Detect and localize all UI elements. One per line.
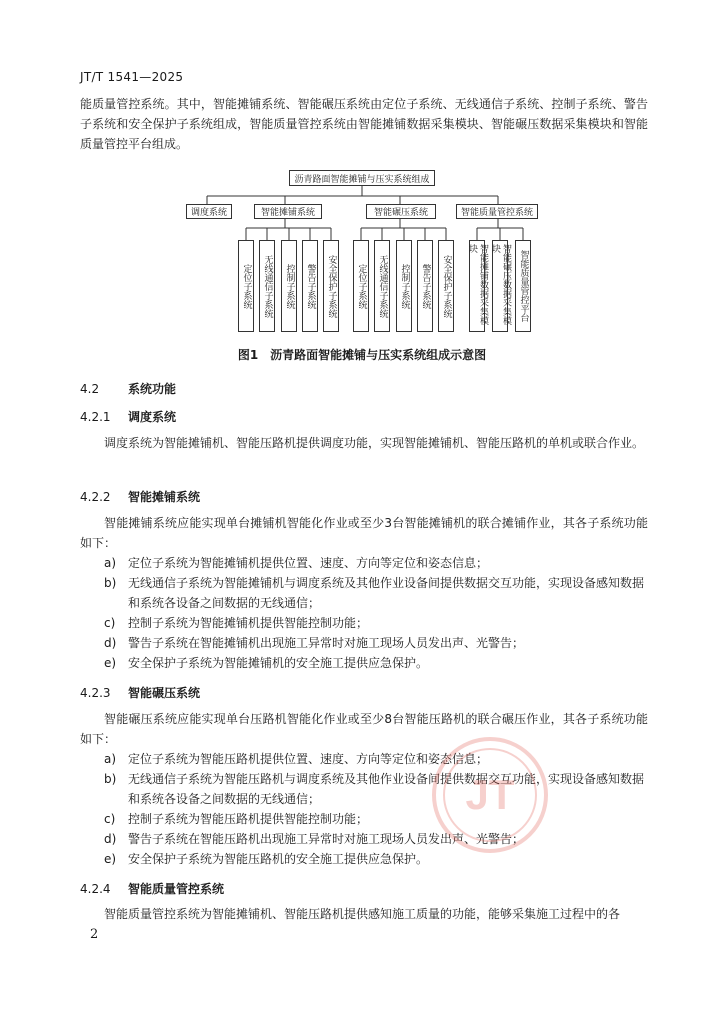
diagram-paving-child: 安全保护子系统 — [323, 240, 339, 332]
list-item — [104, 633, 648, 653]
list-item-text: 定位子系统为智能压路机提供位置、速度、方向等定位和姿态信息； — [128, 752, 489, 766]
section-number: 4.2.2 — [80, 490, 111, 504]
diagram-paving-child: 警告子系统 — [302, 240, 318, 332]
jt-watermark-seal — [430, 735, 550, 855]
section-title: 调度系统 — [128, 410, 177, 424]
list-item-text: 安全保护子系统为智能压路机的安全施工提供应急保护。 — [128, 852, 429, 866]
section-title: 智能碾压系统 — [128, 686, 201, 700]
list-item-text: 控制子系统为智能压路机提供智能控制功能； — [128, 812, 369, 826]
diagram-compaction-child: 定位子系统 — [353, 240, 369, 332]
page-number: 2 — [90, 927, 99, 942]
diagram-group-compaction: 智能碾压系统 — [366, 204, 436, 219]
section-number: 4.2.4 — [80, 882, 111, 896]
section-number: 4.2.1 — [80, 410, 111, 424]
diagram-quality-child: 智能摊铺数据采集模块 — [469, 240, 485, 332]
list-item — [104, 613, 648, 633]
diagram-compaction-child: 警告子系统 — [417, 240, 433, 332]
diagram-paving-child: 控制子系统 — [281, 240, 297, 332]
list-item — [104, 553, 648, 573]
section-body-4-2-3: 智能碾压系统应能实现单台压路机智能化作业或至少8台智能压路机的联合碾压作业，其各子系统功能如下： — [80, 712, 648, 746]
diagram-quality-child: 智能碾压数据采集模块 — [492, 240, 508, 332]
diagram-quality-child: 智能质量管控平台 — [515, 240, 531, 332]
diagram-group-paving: 智能摊铺系统 — [254, 204, 322, 219]
section-number: 4.2 — [80, 382, 100, 396]
diagram-root-box: 沥青路面智能摊铺与压实系统组成 — [289, 170, 435, 186]
section-heading-4-2-1 — [80, 408, 176, 425]
list-item — [104, 769, 648, 809]
figure-number: 图1 — [237, 348, 259, 362]
section-heading-4-2-3 — [80, 684, 200, 701]
list-item-label: a) — [104, 752, 117, 766]
list-item — [104, 573, 648, 613]
list-item-text: 安全保护子系统为智能摊铺机的安全施工提供应急保护。 — [128, 656, 429, 670]
diagram-compaction-child: 无线通信子系统 — [374, 240, 390, 332]
list-item-text: 警告子系统在智能压路机出现施工异常时对施工现场人员发出声、光警告； — [128, 832, 525, 846]
intro-paragraph: 能质量管控系统。其中，智能摊铺系统、智能碾压系统由定位子系统、无线通信子系统、控制子系统、警告子系统和安全保护子系统组成，智能质量管控系统由智能摊铺数据采集模块、智能碾压数据采集模块和智能质量管控平台组成。 — [80, 97, 648, 151]
section-body-4-2-1: 调度系统为智能摊铺机、智能压路机提供调度功能，实现智能摊铺机、智能压路机的单机或联合作业。 — [104, 436, 645, 450]
list-item-text: 无线通信子系统为智能压路机与调度系统及其他作业设备间提供数据交互功能，实现设备感知数据和系统各设备之间数据的无线通信； — [128, 772, 645, 806]
section-body-4-2-4: 智能质量管控系统为智能摊铺机、智能压路机提供感知施工质量的功能，能够采集施工过程中的各 — [104, 907, 621, 921]
section-title: 智能质量管控系统 — [128, 882, 225, 896]
system-composition-diagram — [180, 168, 544, 340]
list-item-text: 控制子系统为智能摊铺机提供智能控制功能； — [128, 616, 369, 630]
diagram-compaction-child: 安全保护子系统 — [438, 240, 454, 332]
list-item-label: c) — [104, 812, 116, 826]
list-item — [104, 849, 648, 869]
list-item-label: a) — [104, 556, 117, 570]
figure-title: 沥青路面智能摊铺与压实系统组成示意图 — [270, 348, 487, 362]
diagram-group-dispatch: 调度系统 — [186, 204, 232, 219]
figure-caption — [0, 346, 724, 363]
list-item-text: 无线通信子系统为智能摊铺机与调度系统及其他作业设备间提供数据交互功能，实现设备感知数据和系统各设备之间数据的无线通信； — [128, 576, 645, 610]
list-item-label: c) — [104, 616, 116, 630]
diagram-paving-child: 定位子系统 — [238, 240, 254, 332]
list-item-label: e) — [104, 656, 117, 670]
list-item-label: b) — [104, 772, 117, 786]
list-item — [104, 809, 648, 829]
watermark-letters: JT — [465, 771, 515, 818]
list-item-label: e) — [104, 852, 117, 866]
standard-code: JT/T 1541—2025 — [80, 70, 184, 84]
section-title: 智能摊铺系统 — [128, 490, 201, 504]
list-item — [104, 653, 648, 673]
list-item-text: 警告子系统在智能摊铺机出现施工异常时对施工现场人员发出声、光警告； — [128, 636, 525, 650]
diagram-compaction-child: 控制子系统 — [396, 240, 412, 332]
section-heading-4-2-2 — [80, 488, 200, 505]
diagram-group-quality: 智能质量管控系统 — [456, 204, 538, 219]
list-item-text: 定位子系统为智能摊铺机提供位置、速度、方向等定位和姿态信息； — [128, 556, 489, 570]
list-item-label: d) — [104, 636, 117, 650]
section-heading-4-2-4 — [80, 880, 224, 897]
list-item-label: d) — [104, 832, 117, 846]
section-heading-4-2 — [80, 380, 176, 397]
list-item — [104, 749, 648, 769]
section-number: 4.2.3 — [80, 686, 111, 700]
diagram-paving-child: 无线通信子系统 — [259, 240, 275, 332]
section-title: 系统功能 — [128, 382, 177, 396]
list-item — [104, 829, 648, 849]
list-item-label: b) — [104, 576, 117, 590]
section-body-4-2-2: 智能摊铺系统应能实现单台摊铺机智能化作业或至少3台智能摊铺机的联合摊铺作业，其各子系统功能如下： — [80, 516, 648, 550]
